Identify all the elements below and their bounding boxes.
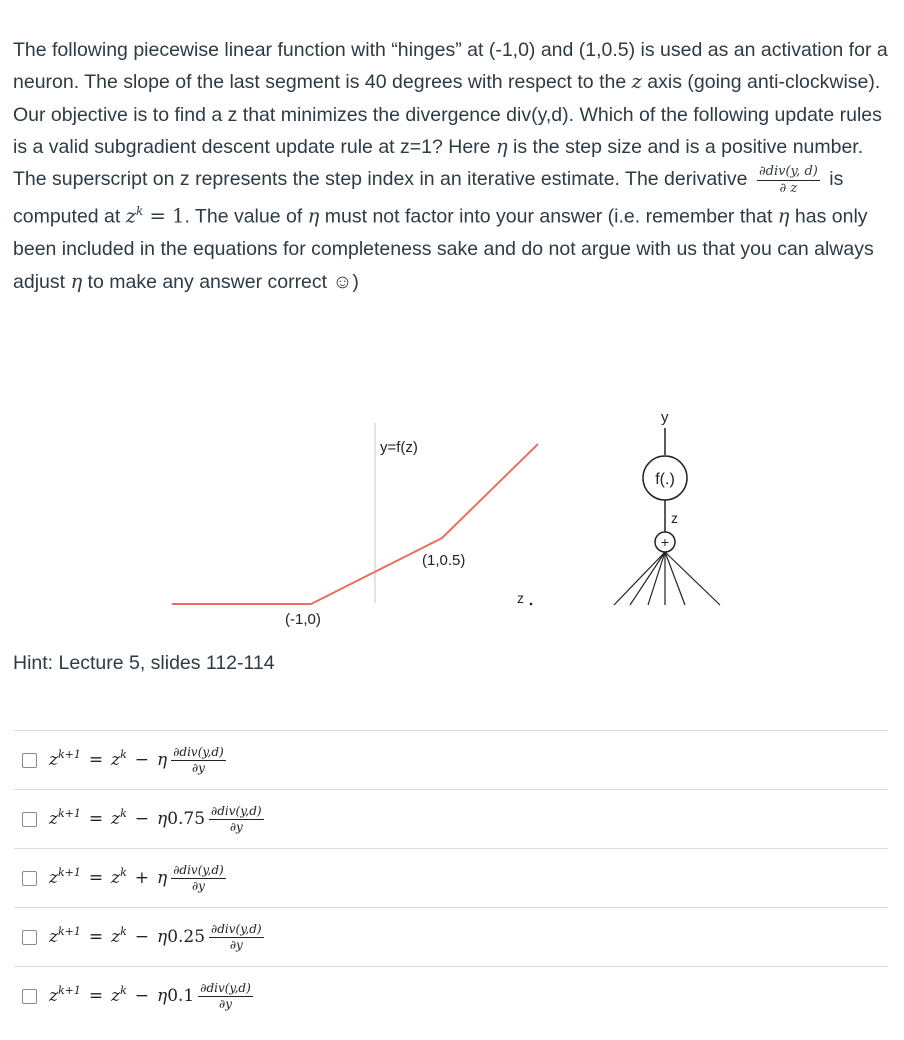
activation-node-label: f(.) xyxy=(655,471,675,488)
answer-equation xyxy=(49,982,257,1010)
eq-equals: = xyxy=(88,809,104,829)
eq-fraction xyxy=(171,746,226,774)
answer-list xyxy=(14,730,888,1025)
answer-checkbox[interactable] xyxy=(22,871,37,886)
eq-coefficient: 0.1 xyxy=(167,986,195,1006)
eq-denominator: ∂y xyxy=(191,760,205,775)
input-line xyxy=(665,552,720,605)
eq-eta: η xyxy=(157,750,168,770)
answer-equation xyxy=(49,864,230,892)
eq-operator: − xyxy=(134,927,149,947)
input-line xyxy=(648,552,665,605)
derivative-denominator: ∂ z xyxy=(779,180,798,196)
input-line xyxy=(630,552,665,605)
neuron-output-label: y xyxy=(661,409,669,426)
eta-symbol: η xyxy=(70,269,83,293)
hint-text: Hint: Lecture 5, slides 112-114 xyxy=(13,652,275,674)
answer-option[interactable] xyxy=(14,907,888,966)
eq-eta: η xyxy=(157,809,168,829)
answer-option[interactable] xyxy=(14,730,888,789)
derivative-fraction xyxy=(757,165,820,195)
answer-checkbox[interactable] xyxy=(22,930,37,945)
answer-checkbox[interactable] xyxy=(22,989,37,1004)
eq-eta: η xyxy=(157,868,168,888)
eq-lhs: z xyxy=(49,927,58,947)
eq-numerator: ∂div(y,d) xyxy=(173,862,224,877)
answer-equation xyxy=(49,805,268,833)
eq-rhs: z xyxy=(111,809,121,829)
eq-rhs: z xyxy=(111,927,121,947)
eq-denominator: ∂y xyxy=(229,937,243,952)
answer-equation xyxy=(49,923,268,951)
z-axis-dot xyxy=(530,603,533,606)
eq-lhs-sup: k+1 xyxy=(57,747,81,761)
eq-rhs: z xyxy=(111,868,121,888)
eq-lhs: z xyxy=(49,750,58,770)
eq-equals: = xyxy=(88,750,104,770)
eta-symbol: η xyxy=(495,134,508,158)
answer-checkbox[interactable] xyxy=(22,812,37,827)
eta-symbol: η xyxy=(777,204,790,228)
eq-numerator: ∂div(y,d) xyxy=(173,744,224,759)
answer-option[interactable] xyxy=(14,848,888,907)
eq-fraction xyxy=(198,982,253,1010)
eq-fraction xyxy=(209,923,264,951)
eq-numerator: ∂div(y,d) xyxy=(211,803,262,818)
z-axis-variable: z xyxy=(631,70,642,94)
eq-operator: − xyxy=(134,809,149,829)
eq-rhs-sup: k xyxy=(120,983,127,997)
zk-superscript: k xyxy=(136,204,144,219)
answer-option[interactable] xyxy=(14,966,888,1025)
neuron-diagram xyxy=(614,409,720,605)
question-text xyxy=(13,34,893,298)
neuron-input-label: z xyxy=(671,510,678,526)
eq-numerator: ∂div(y,d) xyxy=(211,921,262,936)
eq-equals: = xyxy=(88,868,104,888)
eq-equals: = xyxy=(88,986,104,1006)
eq-rhs-sup: k xyxy=(120,865,127,879)
question-seg3: is the step size and is a positive number. The superscript on z represents the step index in an iterative estimate. The derivative xyxy=(13,135,864,191)
activation-function-line xyxy=(172,444,538,604)
eq-equals: = xyxy=(88,927,104,947)
eq-denominator: ∂y xyxy=(191,878,205,893)
hinge-label-1: (-1,0) xyxy=(285,611,321,628)
eq-rhs-sup: k xyxy=(120,924,127,938)
zk-base: z xyxy=(125,204,137,228)
eq-fraction xyxy=(209,805,264,833)
input-line xyxy=(614,552,665,605)
question-seg6: must not factor into your answer (i.e. remember that xyxy=(319,205,778,228)
eq-rhs: z xyxy=(111,750,121,770)
eq-denominator: ∂y xyxy=(219,996,232,1011)
eq-operator: + xyxy=(134,868,149,888)
question-seg5: . The value of xyxy=(184,205,308,228)
input-line xyxy=(665,552,685,605)
answer-checkbox[interactable] xyxy=(22,753,37,768)
eq-eta: η xyxy=(157,986,168,1006)
eq-operator: − xyxy=(134,986,149,1006)
plot-label: y=f(z) xyxy=(380,439,418,456)
hinge-label-2: (1,0.5) xyxy=(422,552,466,569)
eq-lhs-sup: k+1 xyxy=(57,806,81,820)
eq-coefficient: 0.25 xyxy=(167,927,206,947)
answer-equation xyxy=(49,746,230,774)
eq-rhs-sup: k xyxy=(120,806,127,820)
question-seg1: The following piecewise linear function with “hinges” at (-1,0) and (1,0.5) is used as an activation for a neuron. The slope of the last segment is 40 degrees with respect to the xyxy=(13,39,888,94)
eq-numerator: ∂div(y,d) xyxy=(200,980,251,995)
z-axis-label: z xyxy=(517,590,524,606)
question-seg2: axis (going anti-clockwise). Our objective is to find a z that minimizes the divergence div(y,d). Which of the following update rules is a valid subgradient descent update rule at z=1? Here xyxy=(13,71,882,158)
summation-symbol: + xyxy=(660,534,670,550)
eq-lhs-sup: k+1 xyxy=(57,983,81,997)
derivative-numerator: ∂div(y, d) xyxy=(758,163,818,179)
eq-eta: η xyxy=(157,927,168,947)
eq-lhs-sup: k+1 xyxy=(57,865,81,879)
eq-coefficient: 0.75 xyxy=(167,809,206,829)
eq-operator: − xyxy=(134,750,149,770)
activation-figure xyxy=(0,395,904,645)
question-seg4: is computed at xyxy=(13,168,844,228)
zk-value: = 1 xyxy=(143,204,185,228)
question-paragraph xyxy=(13,34,893,298)
eq-lhs: z xyxy=(49,986,58,1006)
eq-lhs: z xyxy=(49,868,58,888)
eq-fraction xyxy=(171,864,226,892)
question-seg7: has only been included in the equations for completeness sake and do not argue with us that you can always adjust xyxy=(13,205,874,293)
eq-lhs-sup: k+1 xyxy=(57,924,81,938)
eq-denominator: ∂y xyxy=(229,819,243,834)
eq-rhs-sup: k xyxy=(120,747,127,761)
eta-symbol: η xyxy=(307,204,320,228)
eq-rhs: z xyxy=(111,986,121,1006)
answer-option[interactable] xyxy=(14,789,888,848)
eq-lhs: z xyxy=(49,809,58,829)
question-seg8: to make any answer correct ☺) xyxy=(82,270,359,293)
